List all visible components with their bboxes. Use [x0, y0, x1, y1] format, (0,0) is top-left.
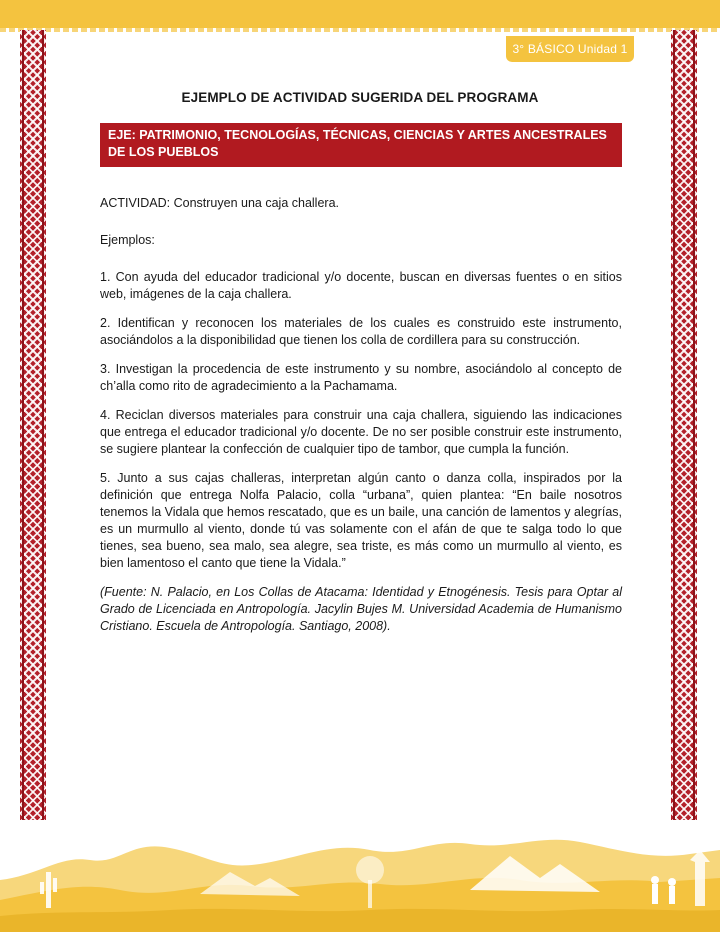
example-item-5: 5. Junto a sus cajas challeras, interpretan algún canto o danza colla, inspirados por la definición que entrega Nolfa Palacio, colla “urbana”, quien plantea: “En baile nosotros tenemos la Vidala que hemos rescatado, que es un baile, una canción de lamentos y alegrías, es un murmullo al viento, donde tú vas solamente con el afán de que te salga todo lo que tienes, sea bueno, sea malo, sea alegre, sea triste, es más como un murmullo al viento, es bien lamentoso el canto que tiene la Vidala.” [100, 471, 622, 570]
example-item-3: 3. Investigan la procedencia de este instrumento y su nombre, asociándolo al concepto de ch’alla como rito de agradecimiento a la Pachamama. [100, 362, 622, 393]
example-item-4: 4. Reciclan diversos materiales para construir una caja challera, siguiendo las indicaciones que entrega el educador tradicional y/o docente. De no ser posible construir este instrumento, se sugiere plantear la confección de cualquier tipo de tambor, que cumpla la función. [100, 408, 622, 456]
top-yellow-band [0, 0, 720, 28]
source-citation: (Fuente: N. Palacio, en Los Collas de Atacama: Identidad y Etnogénesis. Tesis para Optar al Grado de Licenciada en Antropología. Jacylin Bujes M. Universidad Academia de Humanismo Cristiano. Escuela de Antropología. Santiago, 2008). [100, 585, 622, 633]
examples-label: Ejemplos: [100, 233, 155, 247]
document-body [100, 90, 622, 635]
left-woven-border [20, 30, 46, 820]
unit-label-tab: 3° BÁSICO Unidad 1 [506, 36, 634, 62]
example-item-1: 1. Con ayuda del educador tradicional y/o docente, buscan en diversas fuentes o en sitios web, imágenes de la caja challera. [100, 270, 622, 301]
axis-banner: EJE: PATRIMONIO, TECNOLOGÍAS, TÉCNICAS, CIENCIAS Y ARTES ANCESTRALES DE LOS PUEBLOS [100, 123, 622, 167]
activity-statement: ACTIVIDAD: Construyen una caja challera. [100, 196, 339, 210]
top-band-pattern [0, 28, 720, 32]
landscape-illustration [0, 820, 720, 932]
page-title: EJEMPLO DE ACTIVIDAD SUGERIDA DEL PROGRAMA [181, 90, 539, 105]
example-item-2: 2. Identifican y reconocen los materiales de los cuales es construido este instrumento, asociándolos a la disponibilidad que tienen los colla de cordillera para su construcción. [100, 316, 622, 347]
right-woven-border [671, 30, 697, 820]
bottom-landscape-illustration [0, 820, 720, 932]
